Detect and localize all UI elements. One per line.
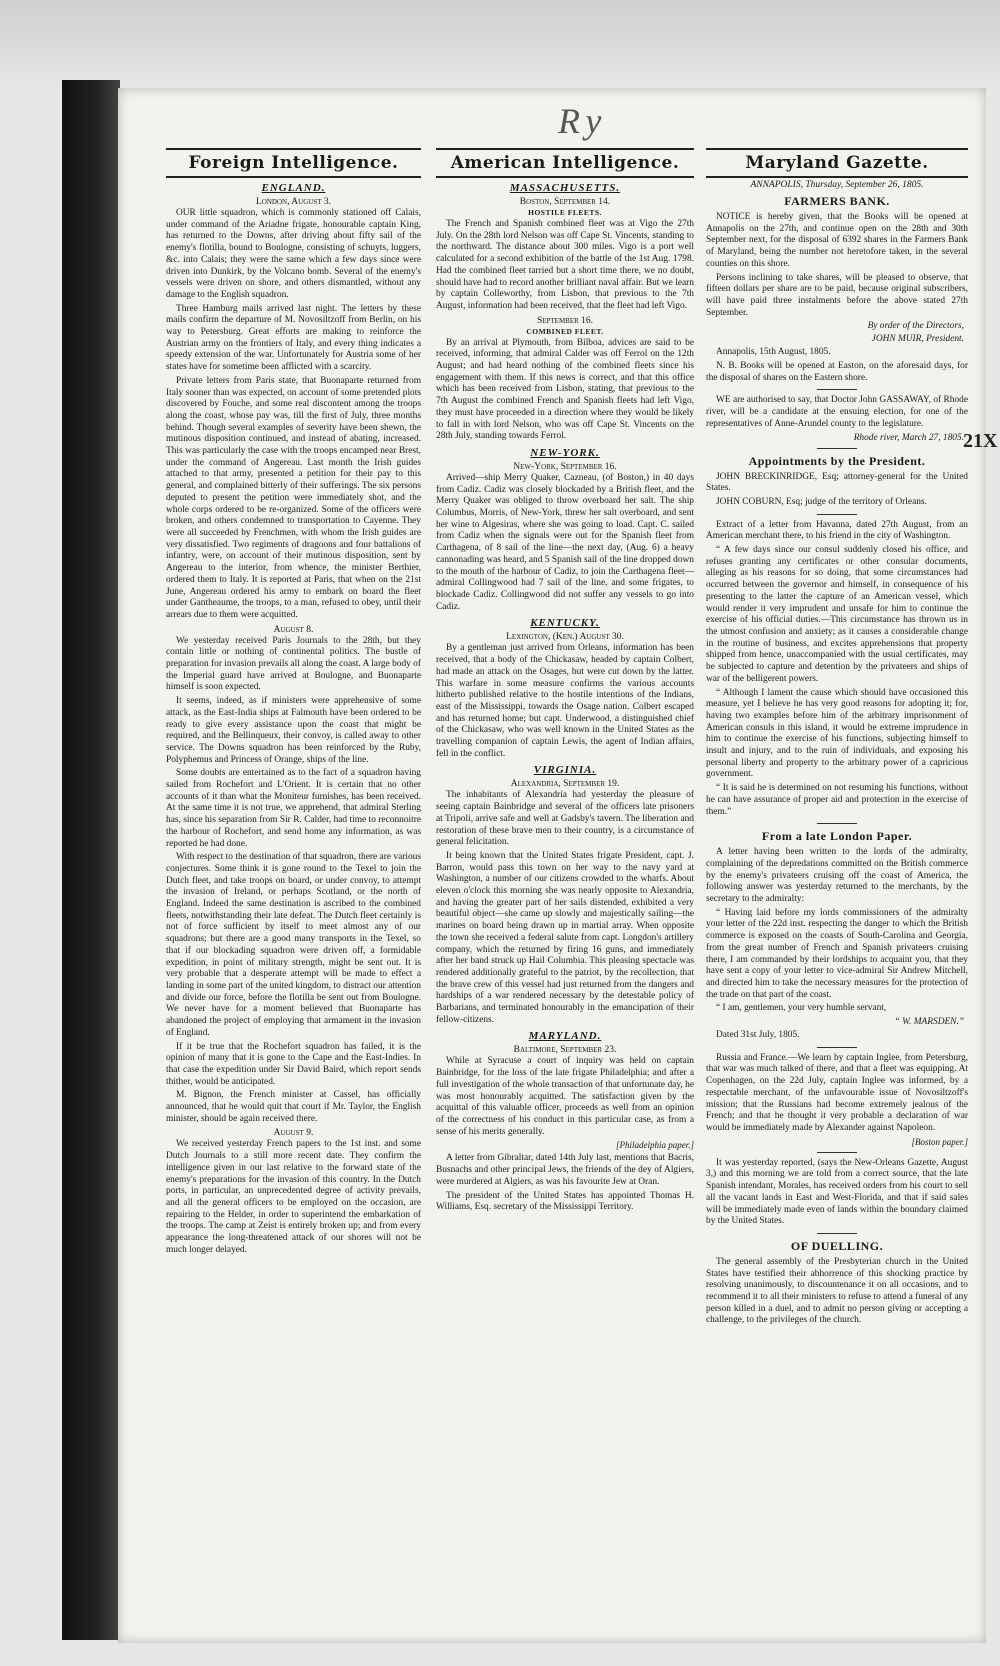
article-paragraph: Extract of a letter from Havanna, dated 27th August, from an American merchant there, to his friend in the city of Washington. (706, 519, 968, 542)
source-credit: [Philadelphia paper.] (616, 1140, 694, 1151)
article-paragraph: Dated 31st July, 1805. (716, 1030, 800, 1041)
masthead-american: American Intelligence. (436, 148, 694, 178)
foreign-articles (166, 197, 421, 1256)
article-paragraph: It seems, indeed, as if ministers were apprehensive of some attack, as the East-India ships at Falmouth have been ordered to be ready to give every assistance upon the coast that might be required, and the Bellinqueux, their convoy, is called away to other service. The Downs squadron has been reinforced by the Ruby, Polyphemus and Princess of Orange, ships of the line. (166, 696, 421, 765)
separator-rule (817, 389, 857, 390)
article-paragraph: The French and Spanish combined fleet was at Vigo the 27th July. On the 28th lord Nelson was off Cape St. Vincents, standing to the northward. The distance about 300 miles. Vigo is a port well calculated for a second exhibition of the battle of the 1st Aug. 1798. Had the combined fleet tarried but a short time there, we no doubt, should have had to record another brilliant naval affair. But we learn by captain Colleworthy, from Lisbon, that previous to the 7th August, information had been received, that the fleet had left Vigo. (436, 219, 694, 311)
article-paragraph: With respect to the destination of that squadron, there are various conjectures. Some think it is gone round to the Texel to join the Dutch fleet, and take troops on board, or under convoy, to attempt the invasion of Ireland, or perhaps Scotland, or the north of England. Indeed the same destination is ascribed to the combined fleets, notwithstanding their late defeat. The Dutch fleet certainly is not of force sufficient by itself to meet almost any of our squadrons; but there are a good many transports in the Texel, so that if our blockading squadron were driven off, a formidable expedition, in point of military strength, might be sent out. It is very probable that a desperate attempt will be made to effect a landing in some part of the united kingdom, to distract our attention and divide our force, before the flotilla be sent out from Boulogne. We never have for a moment believed that Buonaparte has abandoned the project of employing that armament in the invasion of England. (166, 852, 421, 1038)
separator-rule (817, 1233, 857, 1234)
column-american-intelligence (436, 148, 694, 1216)
headline: OF DUELLING. (790, 1238, 884, 1253)
subheading: COMBINED FLEET. (526, 326, 604, 336)
dateline: New-York, September 16. (513, 461, 617, 472)
article-paragraph: Arrived—ship Merry Quaker, Cazneau, (of Boston,) in 40 days from Cadiz. Cadiz was closely blockaded by a British fleet, and the Merry Quaker was obliged to throw overboard her salt. The ship Columbus, Morris, of New-York, threw her salt overboard, and sent her wine to Algesiras, where she was going to load. Capt. C. sailed from Cadiz when the signals were out for the Spanish fleet from Carthagena, of 8 sail of the line—the next day, (Aug. 6) a heavy cannonading was heard, and 5 Spanish sail of the line dropped down to the mouth of the harbour of Cadiz, to join the Carthagena fleet—admiral Collingwood had 7 sail of the line, and some frigates, to blockade Cadiz. Collingwood did not suffer any vessels to go into Cadiz. (436, 472, 694, 612)
dateline: London, August 3. (256, 197, 331, 207)
handwritten-annotation: Ry (558, 101, 608, 141)
headline: FARMERS BANK. (784, 194, 890, 208)
ink-mark: 21X (963, 430, 998, 452)
signature-line: JOHN MUIR, President. (871, 334, 964, 345)
separator-rule (817, 448, 857, 449)
signature-line: By order of the Directors, (867, 321, 964, 332)
article-paragraph: If it be true that the Rochefort squadron has failed, it is the opinion of many that it is gone to the Cape and the East-Indies. In that case the expedition under Sir David Baird, which report sends thither, would be anticipated. (166, 1041, 421, 1087)
article-paragraph: “ I am, gentlemen, your very humble servant, (716, 1003, 887, 1014)
article-paragraph: The general assembly of the Presbyterian church in the United States have testified their abhorrence of this shocking practice by resolving unanimously, to discountenance it on all occasions, and to recommend it to all their ministers to refuse to attend a funeral of any person killed in a duel, and to admit no person giving or accepting a challenge, to the privileges of the church. (706, 1256, 968, 1326)
article-paragraph: Russia and France.—We learn by captain Inglee, from Petersburg, that war was much talked of there, and that a fleet was equipping. At Copenhagen, on the 22d July, captain Inglee was informed, by a respectable merchant, of the unfavourable issue of Novosiltzoff's mission; that the Russians had become extremely jealous of the French; and that he thought it very probable a declaration of war would be immediately made by Alexander against Napoleon. (706, 1052, 968, 1133)
separator-rule (817, 1152, 857, 1153)
article-paragraph: “ Having laid before my lords commissioners of the admiralty your letter of the 22d inst. respecting the danger to which the British commerce is exposed on the coasts of South-Carolina and Georgia, from the great number of French and Spanish privateers cruising there, I am commanded by their lordships to acquaint you, that they have sent a copy of your letter to vice-admiral Sir Andrew Mitchell, and directed him to take the necessary measures for the protection of the trade on that part of the coast. (706, 907, 968, 1000)
signature-line: “ W. MARSDEN.” (894, 1017, 964, 1028)
dateline: August 9. (273, 1128, 314, 1139)
article-paragraph: Annapolis, 15th August, 1805. (716, 347, 831, 358)
article-paragraph: “ A few days since our consul suddenly closed his office, and refuses granting any certificates or other consular documents, alleging as his reasons for so doing, that some circumstances had occurred between the governor and himself, in consequence of his presenting to the latter the capture of an American vessel, which would render it very imprudent and unsafe for him to continue the exercise of his official duties.—This circumstance has thrown us in the utmost confusion and anxiety; as it causes a considerable change in the routine of business, and excites apprehensions that property shipped from hence, unaccompanied with the usual certificates, may be subjected to capture and detention by the privateers and ships of war of the belligerent powers. (706, 545, 968, 684)
article-paragraph: By a gentleman just arrived from Orleans, information has been received, that a body of the Chickasaw, headed by captain Colbert, had made an attack on the Osages, but were cut down by the latter. This warfare in some measure confirms the various accounts hitherto published relative to the hostile intentions of the Indians, east of the Mississippi, towards the Osage nation. Colbert escaped and has returned home; but capt. Underwood, a distinguished chief of the Chickasaw, who was well known in the United States as the travelling companion of captain Lewis, the agent of Indian affairs, fell in the conflict. (436, 643, 694, 759)
newspaper-page (118, 88, 998, 1643)
source-credit: [Boston paper.] (911, 1136, 968, 1147)
subheading: HOSTILE FLEETS. (528, 208, 602, 217)
article-paragraph: By an arrival at Plymouth, from Bilboa, advices are said to be received, informing, that admiral Calder was off Ferrol on the 12th August; and had heard nothing of the combined fleets since his engagement with them. If this news is correct, and that this office which has been received from Lisbon, stating, that previous to the 7th August the combined French and Spanish fleets had left Vigo, they must have proceeded in a direction where they would be likely to fall in with lord Nelson, who was off Cape St. Vincents on the 28th July, standing towards Ferrol. (436, 337, 694, 442)
article-paragraph: Private letters from Paris state, that Buonaparte returned from Italy sooner than was expected, on account of some pretended plots discovered by Fouche, and some real discontent among the troops along the coast, whose pay was, till the first of July, three months behind. Though several examples of severity have been shewn, the mutinous disposition continued, and instead of abating, increased. This was particularly the case with the troops encamped near Brest, under the command of Angereau. Last month the Irish guides attached to that army, presented a petition for their pay to this general, and complained bitterly of their sufferings. The six persons deputed to present the petition were immediately shot, and the whole corps ordered to be re-organized. Some of the officers were broken, and others condemned to transportation to Cayenne. They were all succeeded by Frenchmen, with whom the Irish guides are very dissatisfied. Two regiments of dragoons and four battalions of infantry, were, on account of their mutinous disposition, sent by Angereau to the interior, from whence, the minister Berthier, ordered them to Italy. It is reported at Paris, that when on the 21st June, Angereau ordered his army to embark on board the fleet under Gantheaume, the troops, to a man, refused to obey, until their arrears due to them were acquitted. (166, 375, 421, 620)
section-heading: NEW-YORK. (530, 446, 600, 459)
dateline: Boston, September 14. (519, 197, 611, 207)
article-paragraph: NOTICE is hereby given, that the Books will be opened at Annapolis on the 27th, and continue open on the 28th and 30th September next, for the disposal of 6392 shares in the Farmers Bank of Maryland, being the number not heretofore taken, in the several counties on this shore. (706, 212, 968, 269)
article-paragraph: JOHN BRECKINRIDGE, Esq; attorney-general for the United States. (706, 471, 968, 494)
section-heading: MARYLAND. (528, 1030, 602, 1043)
scan-background (0, 0, 1000, 95)
article-paragraph: OUR little squadron, which is commonly stationed off Calais, under command of the Ariadne frigate, honourable captain King, has returned to the Downs, after driving about fifty sail of the enemy's flotilla, bound to Boulogne, consisting of schuyts, luggers, &c. into Calais; they were the same which a few days since were driven into Dunkirk, by the Volcano bomb. Several of the enemy's vessels were driven on shore, and others dismantled, without any damage to the English squadron. (166, 208, 421, 300)
article-paragraph: N. B. Books will be opened at Easton, on the aforesaid days, for the disposal of shares on the Eastern shore. (706, 361, 968, 383)
headline: From a late London Paper. (761, 829, 913, 844)
article-paragraph: While at Syracuse a court of inquiry was held on captain Bainbridge, for the loss of the late frigate Philadelphia; and after a full investigation of the whole transaction of that unfortunate day, he was most honourably acquitted. The satisfaction given by the acquittal of this valuable officer, proceeds as well from an opinion of the correctness of his conduct in this particular case, as from a sense of his merits generally. (436, 1056, 694, 1137)
gazette-articles (706, 194, 968, 1327)
article-paragraph: Three Hamburg mails arrived last night. The letters by these mails confirm the departure of M. Novosiltzoff from Berlin, on his way to Petersburg. Great efforts are making to reinforce the Austrian army on the frontiers of Italy, and every thing indicates a speedy extension of the war. Unfortunately for Austria some of her states have for sometime been afflicted with a scarcity. (166, 303, 421, 373)
article-paragraph: “ It is said he is determined on not resuming his functions, without he can have assurance of proper aid and protection in the exercise of them.” (706, 783, 968, 817)
dateline: Baltimore, September 23. (513, 1045, 617, 1056)
article-paragraph: A letter having been written to the lords of the admiralty, complaining of the depredations committed on the British commerce by the enemy's privateers cruising off the coast of America, the following answer was yesterday returned to the merchants, by the secretary to the admiralty: (706, 847, 968, 905)
masthead-foreign: Foreign Intelligence. (166, 148, 421, 178)
dateline: Lexington, (Ken.) August 30. (506, 632, 624, 643)
separator-rule (817, 1047, 857, 1048)
signature-line: Rhode river, March 27, 1805. (853, 432, 964, 443)
article-paragraph: We received yesterday French papers to the 1st inst. and some Dutch Journals to a still more recent date. They confirm the intelligence given in our last relative to the forward state of the enemy's preparations for the invasion of this country. In the Dutch ports, in particular, an unprecedented degree of activity prevails, and all the general officers to be employed on the occasion, are repairing to the Helder, in order to superintend the embarkation of the troops. The camp at Zeist is entirely broken up; and from every appearance the long-threatened attack of our shores will not be much longer delayed. (166, 1139, 421, 1255)
publication-date: ANNAPOLIS, Thursday, September 26, 1805. (750, 180, 924, 190)
article-paragraph: JOHN COBURN, Esq; judge of the territory of Orleans. (716, 496, 927, 507)
separator-rule (817, 514, 857, 515)
section-massachusetts: MASSACHUSETTS. (509, 182, 621, 194)
article-paragraph: Some doubts are entertained as to the fact of a squadron having sailed from Rochefort and L'Orient. It is certain that no other accounts of it than what the Moniteur furnishes, has been received. At the same time it is not true, we apprehend, that admiral Sterling has, since his separation from Sir R. Calder, had time to reconnoitre the harbour of Rochefort, and send home any information, as was reported he had done. (166, 768, 421, 849)
article-paragraph: WE are authorised to say, that Doctor John GASSAWAY, of Rhode river, will be a candidate at the ensuing election, for one of the representatives of Anne-Arundel county to the legislature. (706, 395, 968, 429)
column-foreign-intelligence (166, 148, 421, 1258)
headline: Appointments by the President. (748, 453, 926, 468)
column-maryland-gazette (706, 148, 968, 1329)
dateline: September 16. (536, 315, 594, 326)
article-paragraph: The president of the United States has appointed Thomas H. Williams, Esq. secretary of the Mississippi Territory. (436, 1190, 694, 1213)
article-paragraph: Persons inclining to take shares, will be pleased to observe, that fifteen dollars per share are to be paid, because original subscribers, will have paid three instalments before the above stated 27th September. (706, 272, 968, 318)
american-articles (436, 197, 694, 1214)
dateline: Alexandria, September 19. (510, 779, 620, 790)
article-paragraph: The inhabitants of Alexandria had yesterday the pleasure of seeing captain Bainbridge and several of the officers late prisoners at Tripoli, arrive safe and well at Gadsby's tavern. The liberation and restoration of these brave men to their country, is a circumstance of general felicitation. (436, 790, 694, 848)
article-paragraph: “ Although I lament the cause which should have occasioned this measure, yet I believe he has very good reasons for adopting it; for, having two examples before him of the arbitrary imprisonment of American consuls in this island, it would be extreme imprudence in him to continue the exercise of his functions, subjecting himself to insult and injury, and to the ruin of individuals, and exposing his personal liberty and property to the arbitrary power of a capricious government. (706, 687, 968, 780)
section-england: ENGLAND. (261, 182, 326, 194)
section-heading: VIRGINIA. (533, 764, 597, 777)
article-paragraph: It was yesterday reported, (says the New-Orleans Gazette, August 3,) and this morning we are told from a correct source, that the late Spanish intendant, Morales, has received orders from his court to sell all the vacant lands in East and West-Florida, and that if said sales will be immediately made even of lands within the boundary claimed by the United States. (706, 1157, 968, 1227)
masthead-maryland-gazette: Maryland Gazette. (706, 148, 968, 178)
separator-rule (817, 823, 857, 824)
article-paragraph: It being known that the United States frigate President, capt. J. Barron, would pass this town on her way to the navy yard at Washington, a number of our citizens crowded to the wharfs. About eleven o'clock this morning she was nearly opposite to Alexandria, and having the greater part of her sails distended, exhibited a very beautiful object—she came up slowly and majestically sailing—the marines on board being drawn up in martial array. When opposite the town she received a federal salute from capt. Longdon's artillery company, which the returned by firing 16 guns, and immediately after her band struck up Hail Columbia. This pleasing spectacle was rendered additionally grateful to the patriot, by the recollection, that the brave crew of this vessel had just returned from the dangers and hardships of a war rendered necessary by the detestable policy of Barbarians, and terminated honourably in the emancipation of their fellow-citizens. (436, 850, 694, 1025)
book-binding (62, 80, 120, 1640)
section-heading: KENTUCKY. (530, 617, 600, 630)
article-paragraph: We yesterday received Paris Journals to the 28th, but they contain little or nothing of continental politics. The bustle of preparation for invasion prevails all along the coast. A large body of the Imperial guard have arrived at Boulogne, and Buonaparte himself is soon expected. (166, 635, 421, 693)
article-paragraph: A letter from Gibraltar, dated 14th July last, mentions that Bacris, Busnachs and other principal Jews, the friends of the dey of Algiers, were murdered at Algiers, as was his favourite Jew at Oran. (436, 1153, 694, 1187)
article-paragraph: M. Bignon, the French minister at Cassel, has officially announced, that he would quit that court if Mr. Taylor, the English minister, should be again received there. (166, 1090, 421, 1124)
dateline: August 8. (273, 624, 314, 635)
